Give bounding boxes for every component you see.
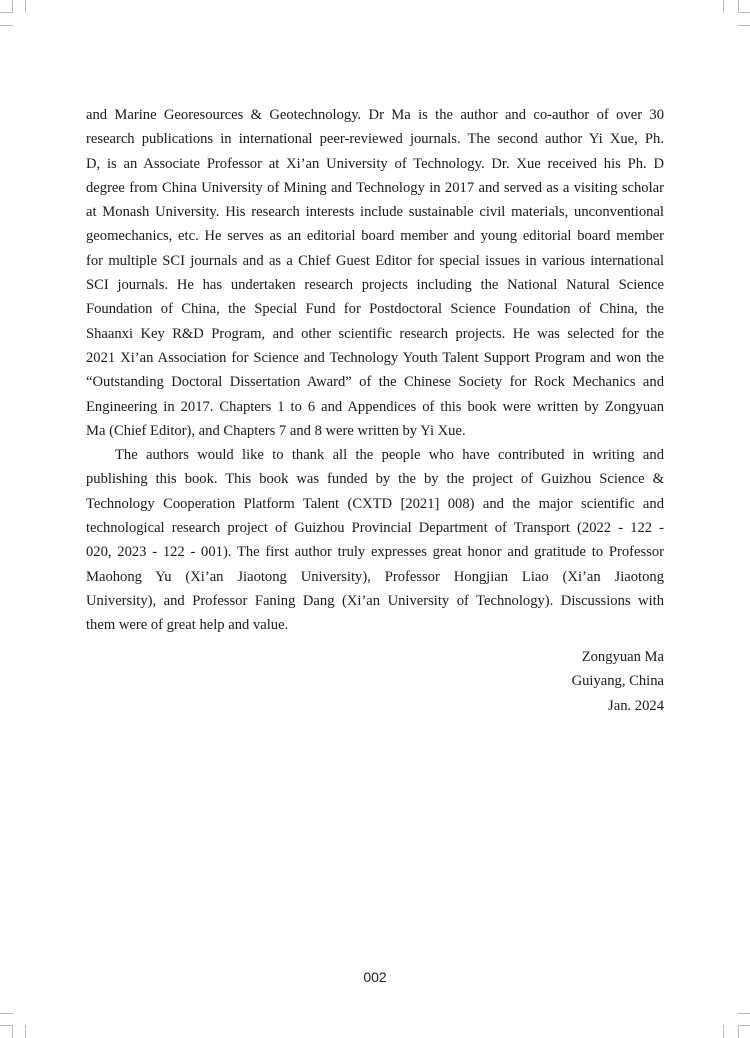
crop-mark-top-left-vertical-2	[25, 0, 26, 13]
text-line: SCI journals. He has undertaken research projects including the National Natural Science	[86, 277, 664, 294]
crop-mark-top-left-horizontal-2	[0, 25, 13, 26]
text-line: Shaanxi Key R&D Program, and other scientific research projects. He was selected for the	[86, 325, 664, 342]
text-line: Foundation of China, the Special Fund for Postdoctoral Science Foundation of China, the	[86, 301, 664, 318]
text-line: Maohong Yu (Xi’an Jiaotong University), Professor Hongjian Liao (Xi’an Jiaotong	[86, 568, 664, 585]
text-line: Engineering in 2017. Chapters 1 to 6 and Appendices of this book were written by Zongyuan	[86, 398, 664, 415]
text-line: and Marine Georesources & Geotechnology. Dr Ma is the author and co-author of over 30	[86, 107, 664, 123]
text-line: 020, 2023 - 122 - 001). The first author truly expresses great honor and gratitude to Professor	[86, 544, 664, 561]
paragraph-acknowledgements	[86, 443, 664, 637]
crop-mark-bottom-right-vertical-2	[738, 1025, 739, 1038]
crop-mark-bottom-right-horizontal-2	[738, 1025, 750, 1026]
crop-mark-top-right-horizontal-2	[738, 25, 750, 26]
text-line: 2021 Xi’an Association for Science and Technology Youth Talent Support Program and won the	[86, 349, 664, 366]
text-line: degree from China University of Mining and Technology in 2017 and served as a visiting scholar	[86, 179, 664, 196]
page-number: 002	[363, 969, 387, 985]
signature-date: Jan. 2024	[608, 697, 664, 714]
text-line: publishing this book. This book was funded by the by the project of Guizhou Science &	[86, 471, 664, 488]
text-line: Technology Cooperation Platform Talent (CXTD [2021] 008) and the major scientific and	[86, 495, 664, 512]
text-line: for multiple SCI journals and as a Chief Guest Editor for special issues in various international	[86, 252, 664, 269]
text-line: at Monash University. His research interests include sustainable civil materials, unconventional	[86, 204, 664, 221]
paragraph-author-bio	[86, 103, 664, 443]
crop-mark-bottom-right-vertical	[723, 1025, 724, 1038]
text-line: “Outstanding Doctoral Dissertation Award” of the Chinese Society for Rock Mechanics and	[86, 374, 664, 391]
text-line: Ma (Chief Editor), and Chapters 7 and 8 were written by Yi Xue.	[86, 422, 466, 439]
text-line: University), and Professor Faning Dang (Xi’an University of Technology). Discussions with	[86, 592, 664, 609]
text-line: technological research project of Guizhou Provincial Department of Transport (2022 - 122 -	[86, 520, 664, 537]
signature-block	[572, 645, 664, 718]
text-line: research publications in international peer-reviewed journals. The second author Yi Xue, Ph.	[86, 131, 664, 148]
signature-place: Guiyang, China	[571, 673, 664, 690]
crop-mark-top-left-horizontal	[0, 12, 13, 13]
crop-mark-top-right-horizontal	[738, 12, 750, 13]
crop-mark-bottom-left-vertical	[12, 1025, 13, 1038]
crop-mark-bottom-right-horizontal	[738, 1013, 750, 1014]
text-line: geomechanics, etc. He serves as an editorial board member and young editorial board member	[86, 228, 664, 245]
crop-mark-bottom-left-vertical-2	[25, 1025, 26, 1038]
crop-mark-top-right-vertical	[723, 0, 724, 13]
body-text	[86, 103, 664, 638]
crop-mark-bottom-left-horizontal	[0, 1013, 13, 1014]
signature-name: Zongyuan Ma	[581, 649, 664, 665]
text-line: The authors would like to thank all the people who have contributed in writing and	[115, 447, 664, 464]
text-line: D, is an Associate Professor at Xi’an University of Technology. Dr. Xue received his Ph. D	[86, 155, 664, 172]
text-line: them were of great help and value.	[86, 617, 289, 634]
